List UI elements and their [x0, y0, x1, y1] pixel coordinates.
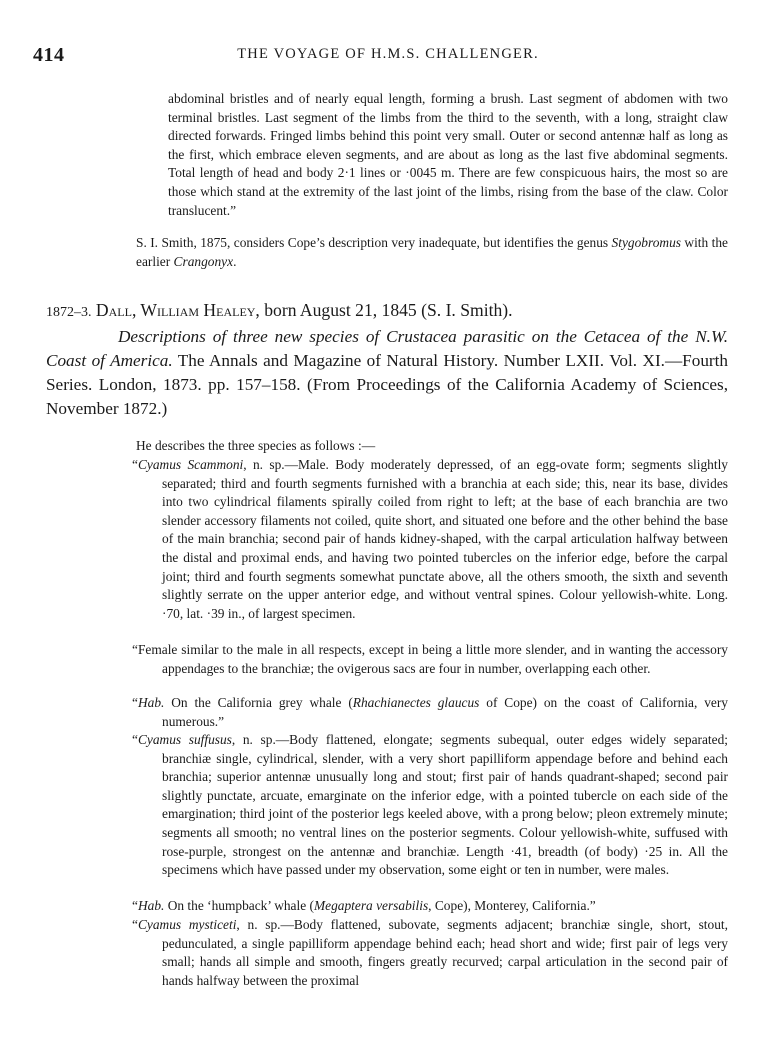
- habitat-2-post: , Cope), Monterey, California.”: [428, 898, 596, 913]
- quote-habitat-2: “Hab. On the ‘humpback’ whale (Megaptera versabilis, Cope), Monterey, California.”: [132, 898, 596, 913]
- smith-note: [136, 234, 728, 271]
- suffusus-description: , n. sp.—Body flattened, elongate; segments subequal, outer edges widely separated; branchiæ single, cylindrical, slender, with a very short papilliform appendage before and behind each branchia; superior antennæ unusually long and stout; first pair of hands quadrant-shaped; second pair slightly punctate, arcuate, emarginate on the inferior edge, with a pointed tubercle on each side of the emargination; third joint of the posterior legs keeled above, with a prong below; pleon extremely minute; segments all smooth; no ventral lines on the posterior segments. Colour yellowish-white, suffused with rose-purple, strongest on the antennæ and branchiæ. Length ·41, breadth (of body) ·25 in. All the specimens which have passed under my observation, some eight or ten in number, were males.: [162, 732, 728, 878]
- smith-note-mid: with the earlier: [136, 235, 728, 269]
- mysticeti-description: , n. sp.—Body flattened, subovate, segments adjacent; branchiæ single, short, stout, pedunculated, a single papilliform appendage behind each; head short and wide; first pair of legs very small; hands all simple and smooth, fingers greatly recurved; carpal articulation in the second pair of hands halfway between the proximal: [162, 917, 728, 988]
- smith-note-genus2: Crangonyx: [173, 253, 234, 269]
- quote-habitat-1: “Hab. On the California grey whale (Rhachianectes glaucus of Cope) on the coast of California, very numerous.”: [132, 695, 728, 729]
- page-number: 414: [33, 44, 65, 66]
- work-citation: The Annals and Magazine of Natural History. Number LXII. Vol. XI.—Fourth Series. London, 1873. pp. 157–158. (From Proceedings of the California Academy of Sciences, November 1872.): [46, 351, 729, 418]
- continuation-paragraph: [168, 90, 728, 220]
- species-cyamus-mysticeti: Cyamus mysticeti: [137, 917, 237, 932]
- hab-label-2: Hab.: [137, 898, 165, 913]
- species-cyamus-suffusus: Cyamus suffusus: [137, 732, 232, 747]
- intro-line: He describes the three species as follows :—: [136, 438, 376, 453]
- scammoni-description: , n. sp.—Male. Body moderately depressed, of an egg-ovate form; segments slightly separated; third and fourth segments furnished with a branchia at each side; this, near its base, divides into two cylindrical filaments spirally coiled from right to left; at the base of each branchia are two slender accessory filaments not coiled, quite short, and situated one before and the other behind the base of the main branchia; second pair of hands kidney-shaped, with the carpal articulation halfway between the distal and proximal ends, and having two pointed tubercles on the inferior edge, before the carpal joint; third and fourth segments somewhat punctate above, all the others smooth, the sixth and seventh slightly serrate on the upper anterior edge, and without ventral spines. Colour yellowish-white. Long. ·70, lat. ·39 in., of largest specimen.: [162, 457, 729, 621]
- species-megaptera: Megaptera versabilis: [313, 898, 429, 913]
- habitat-2-pre: On the ‘humpback’ whale (: [164, 898, 314, 913]
- work-title: Descriptions of three new species of Crustacea parasitic on the Cetacea of the N.W. Coast of America.: [46, 327, 728, 370]
- quote-cyamus-scammoni: “Cyamus Scammoni, n. sp.—Male. Body moderately depressed, of an egg-ovate form; segments slightly separated; third and fourth segments furnished with a branchia at each side; this, near its base, divides into two cylindrical filaments spirally coiled from right to left; at the base of each branchia are two slender accessory filaments not coiled, quite short, and situated one before and the other behind the base of the main branchia; second pair of hands kidney-shaped, with the carpal articulation halfway between the distal and proximal ends, and having two pointed tubercles on the inferior edge, before the carpal joint; third and fourth segments somewhat punctate above, all the others smooth, the sixth and seventh slightly serrate on the upper anterior edge, and without ventral spines. Colour yellowish-white. Long. ·70, lat. ·39 in., of largest specimen.: [132, 457, 729, 621]
- quote-cyamus-mysticeti: “Cyamus mysticeti, n. sp.—Body flattened, subovate, segments adjacent; branchiæ single, short, stout, pedunculated, a single papilliform appendage behind each; head short and wide; first pair of legs very small; hands all simple and smooth, fingers greatly recurved; carpal articulation in the second pair of hands halfway between the proximal: [132, 917, 728, 988]
- bibliography-entry-heading: [46, 300, 736, 321]
- female-description: Female similar to the male in all respects, except in being a little more slender, and in wanting the accessory appendages to the branchiæ; the ovigerous sacs are four in number, overlapping each other.: [137, 642, 728, 676]
- smith-note-post: .: [233, 253, 237, 269]
- habitat-1-post: of Cope) on the coast of California, very numerous.”: [162, 695, 728, 729]
- quote-cyamus-suffusus: “Cyamus suffusus, n. sp.—Body flattened, elongate; segments subequal, outer edges widely separated; branchiæ single, cylindrical, slender, with a very short papilliform appendage before and behind each branchia; superior antennæ unusually long and stout; first pair of hands quadrant-shaped; second pair slightly punctate, arcuate, emarginate on the inferior edge, with a pointed tubercle on each side of the emargination; third joint of the posterior legs keeled above, with a prong below; pleon extremely minute; segments all smooth; no ventral lines on the posterior segments. Colour yellowish-white, suffused with rose-purple, strongest on the antennæ and branchiæ. Length ·41, breadth (of body) ·25 in. All the specimens which have passed under my observation, some eight or ten in number, were males.: [132, 732, 728, 878]
- habitat-1-pre: On the California grey whale (: [164, 695, 353, 710]
- entry-born: born August 21, 1845 (S. I. Smith).: [259, 300, 513, 320]
- continuation-text: abdominal bristles and of nearly equal length, forming a brush. Last segment of abdomen with two terminal bristles. Last segment of the limbs from the third to the seventh, with a long, straight claw directed forwards. Fringed limbs behind this point very small. Outer or second antennæ half as long as the first, which embrace eleven segments, and are about as long as the last five abdominal segments. Total length of head and body 2·1 lines or ·0045 m. There are few conspicuous hairs, the most so are those which stand at the extremity of the last joint of the limbs, rising from the base of the claw. Color translucent.”: [168, 91, 728, 218]
- hab-label: Hab.: [137, 695, 165, 710]
- quote-female: “Female similar to the male in all respects, except in being a little more slender, and in wanting the accessory appendages to the branchiæ; the ovigerous sacs are four in number, overlapping each other.: [132, 642, 728, 676]
- entry-year: 1872–3.: [46, 305, 92, 320]
- species-rhachianectes: Rhachianectes glaucus: [352, 695, 480, 710]
- smith-note-genus: Stygobromus: [611, 235, 681, 250]
- entry-author: Dall, William Healey,: [95, 300, 260, 320]
- smith-note-pre: S. I. Smith, 1875, considers Cope’s description very inadequate, but identifies the genus: [136, 235, 612, 250]
- running-title: THE VOYAGE OF H.M.S. CHALLENGER.: [237, 46, 539, 62]
- species-cyamus-scammoni: Cyamus Scammoni: [137, 457, 244, 472]
- work-description: [46, 325, 728, 421]
